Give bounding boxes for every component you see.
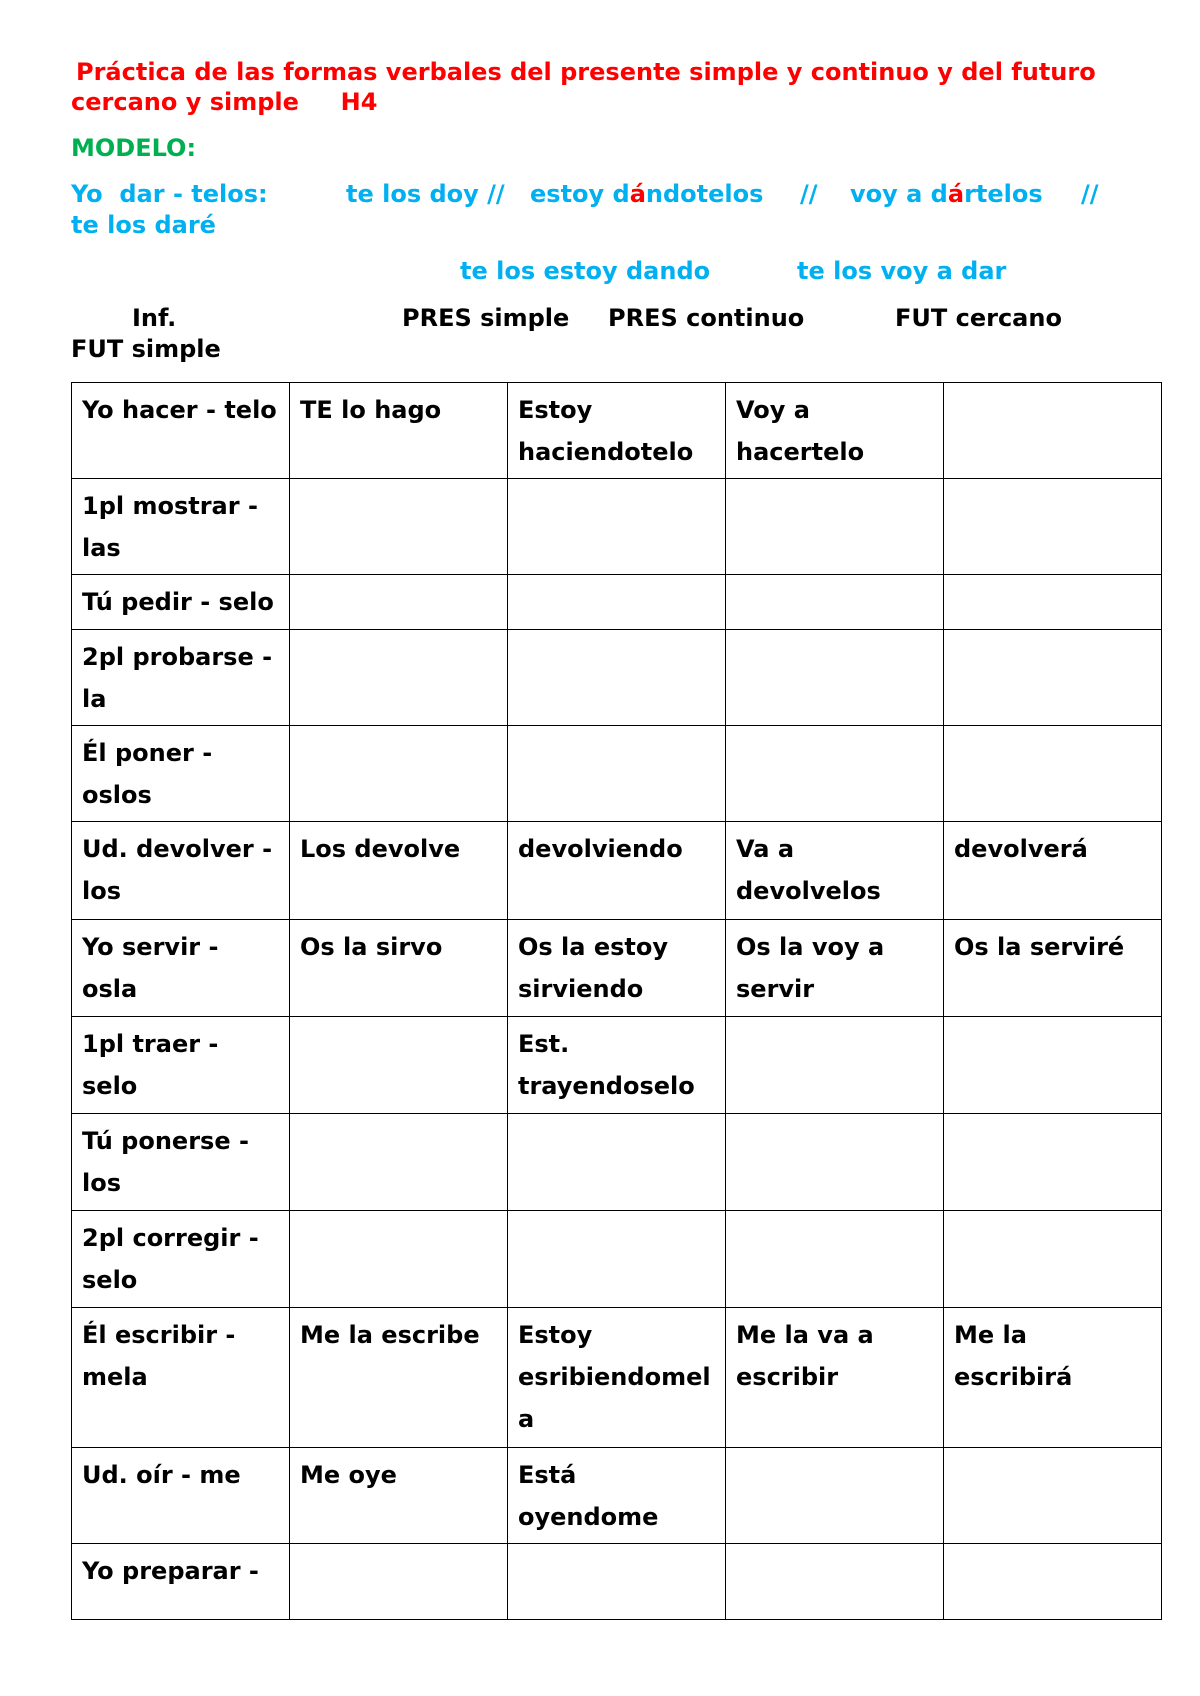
- example-form-present: te los doy //: [346, 180, 505, 208]
- cell-infinitive: 2pl corregir - selo: [72, 1211, 290, 1308]
- cell-pres-continuo: [508, 1211, 726, 1308]
- table-row: [72, 1448, 1162, 1544]
- cell-fut-simple: Me la escribirá: [944, 1308, 1162, 1448]
- cell-pres-continuo: [508, 479, 726, 575]
- cell-fut-cercano: [726, 1544, 944, 1620]
- cell-fut-cercano: [726, 1017, 944, 1114]
- cell-infinitive: Ud. oír - me: [72, 1448, 290, 1544]
- cell-pres-simple: [290, 1544, 508, 1620]
- cell-fut-cercano: [726, 1211, 944, 1308]
- cell-infinitive: Yo servir - osla: [72, 920, 290, 1017]
- cell-fut-cercano: Me la va a escribir: [726, 1308, 944, 1448]
- cell-pres-continuo: [508, 1114, 726, 1211]
- verb-forms-table: [71, 382, 1162, 1620]
- cell-fut-cercano: [726, 479, 944, 575]
- cell-fut-simple: [944, 575, 1162, 630]
- cell-pres-simple: Me oye: [290, 1448, 508, 1544]
- cell-pres-simple: [290, 575, 508, 630]
- table-row: [72, 1017, 1162, 1114]
- cell-pres-continuo: [508, 726, 726, 822]
- cell-pres-simple: Me la escribe: [290, 1308, 508, 1448]
- example-separator: //: [800, 180, 818, 208]
- cell-fut-cercano: [726, 1114, 944, 1211]
- cell-pres-continuo: [508, 630, 726, 726]
- cell-fut-simple: [944, 383, 1162, 479]
- cell-pres-simple: [290, 726, 508, 822]
- table-row: [72, 726, 1162, 822]
- cell-fut-cercano: [726, 630, 944, 726]
- cell-pres-simple: [290, 1017, 508, 1114]
- table-row: [72, 1211, 1162, 1308]
- cell-fut-cercano: [726, 1448, 944, 1544]
- table-row: [72, 630, 1162, 726]
- header-pres-simple: PRES simple: [402, 304, 570, 332]
- cell-infinitive: 2pl probarse - la: [72, 630, 290, 726]
- header-pres-continuo: PRES continuo: [608, 304, 805, 332]
- cell-fut-simple: [944, 479, 1162, 575]
- example-alt-continuous: te los estoy dando: [460, 257, 711, 285]
- example-form-near-future: voy a dártelos: [850, 180, 1043, 208]
- cell-infinitive: Yo hacer - telo: [72, 383, 290, 479]
- cell-infinitive: Ud. devolver - los: [72, 822, 290, 920]
- cell-pres-simple: TE lo hago: [290, 383, 508, 479]
- table-row: [72, 1114, 1162, 1211]
- modelo-label: MODELO:: [71, 134, 197, 162]
- cell-fut-cercano: Os la voy a servir: [726, 920, 944, 1017]
- cell-infinitive: Él escribir - mela: [72, 1308, 290, 1448]
- cell-pres-continuo: Está oyendome: [508, 1448, 726, 1544]
- example-subject: Yo dar - telos:: [71, 180, 268, 208]
- cell-fut-simple: Os la serviré: [944, 920, 1162, 1017]
- header-inf: Inf.: [132, 304, 177, 332]
- cell-infinitive: 1pl mostrar - las: [72, 479, 290, 575]
- cell-pres-simple: [290, 1114, 508, 1211]
- page-title-line-1: Práctica de las formas verbales del presente simple y continuo y del futuro: [76, 58, 1096, 86]
- example-form-continuous: estoy dándotelos: [530, 180, 764, 208]
- cell-fut-simple: [944, 630, 1162, 726]
- cell-fut-simple: [944, 1544, 1162, 1620]
- table-row: [72, 1308, 1162, 1448]
- cell-pres-continuo: [508, 575, 726, 630]
- cell-fut-cercano: [726, 575, 944, 630]
- cell-pres-simple: [290, 479, 508, 575]
- cell-fut-cercano: Va a devolvelos: [726, 822, 944, 920]
- table-row: [72, 479, 1162, 575]
- example-form-future: te los daré: [71, 211, 216, 239]
- cell-pres-continuo: [508, 1544, 726, 1620]
- table-row: [72, 1544, 1162, 1620]
- cell-infinitive: Tú pedir - selo: [72, 575, 290, 630]
- cell-infinitive: Yo preparar -: [72, 1544, 290, 1620]
- table-row: [72, 383, 1162, 479]
- cell-fut-simple: [944, 1448, 1162, 1544]
- cell-pres-simple: Los devolve: [290, 822, 508, 920]
- cell-infinitive: Él poner - oslos: [72, 726, 290, 822]
- cell-pres-simple: Os la sirvo: [290, 920, 508, 1017]
- page-title-line-2: cercano y simple H4: [71, 88, 378, 116]
- cell-fut-cercano: Voy a hacertelo: [726, 383, 944, 479]
- cell-pres-continuo: Est. trayendoselo: [508, 1017, 726, 1114]
- example-alt-near-future: te los voy a dar: [797, 257, 1007, 285]
- cell-pres-simple: [290, 630, 508, 726]
- cell-pres-continuo: devolviendo: [508, 822, 726, 920]
- cell-pres-simple: [290, 1211, 508, 1308]
- cell-fut-simple: [944, 726, 1162, 822]
- table-row: [72, 575, 1162, 630]
- cell-infinitive: 1pl traer - selo: [72, 1017, 290, 1114]
- cell-fut-simple: devolverá: [944, 822, 1162, 920]
- header-fut-simple: FUT simple: [71, 335, 221, 363]
- cell-infinitive: Tú ponerse - los: [72, 1114, 290, 1211]
- cell-pres-continuo: Estoy esribiendomela: [508, 1308, 726, 1448]
- table-row: [72, 822, 1162, 920]
- cell-fut-simple: [944, 1211, 1162, 1308]
- cell-fut-simple: [944, 1114, 1162, 1211]
- cell-pres-continuo: Os la estoy sirviendo: [508, 920, 726, 1017]
- cell-pres-continuo: Estoy haciendotelo: [508, 383, 726, 479]
- cell-fut-simple: [944, 1017, 1162, 1114]
- cell-fut-cercano: [726, 726, 944, 822]
- header-fut-cercano: FUT cercano: [895, 304, 1062, 332]
- table-row: [72, 920, 1162, 1017]
- example-separator: //: [1081, 180, 1099, 208]
